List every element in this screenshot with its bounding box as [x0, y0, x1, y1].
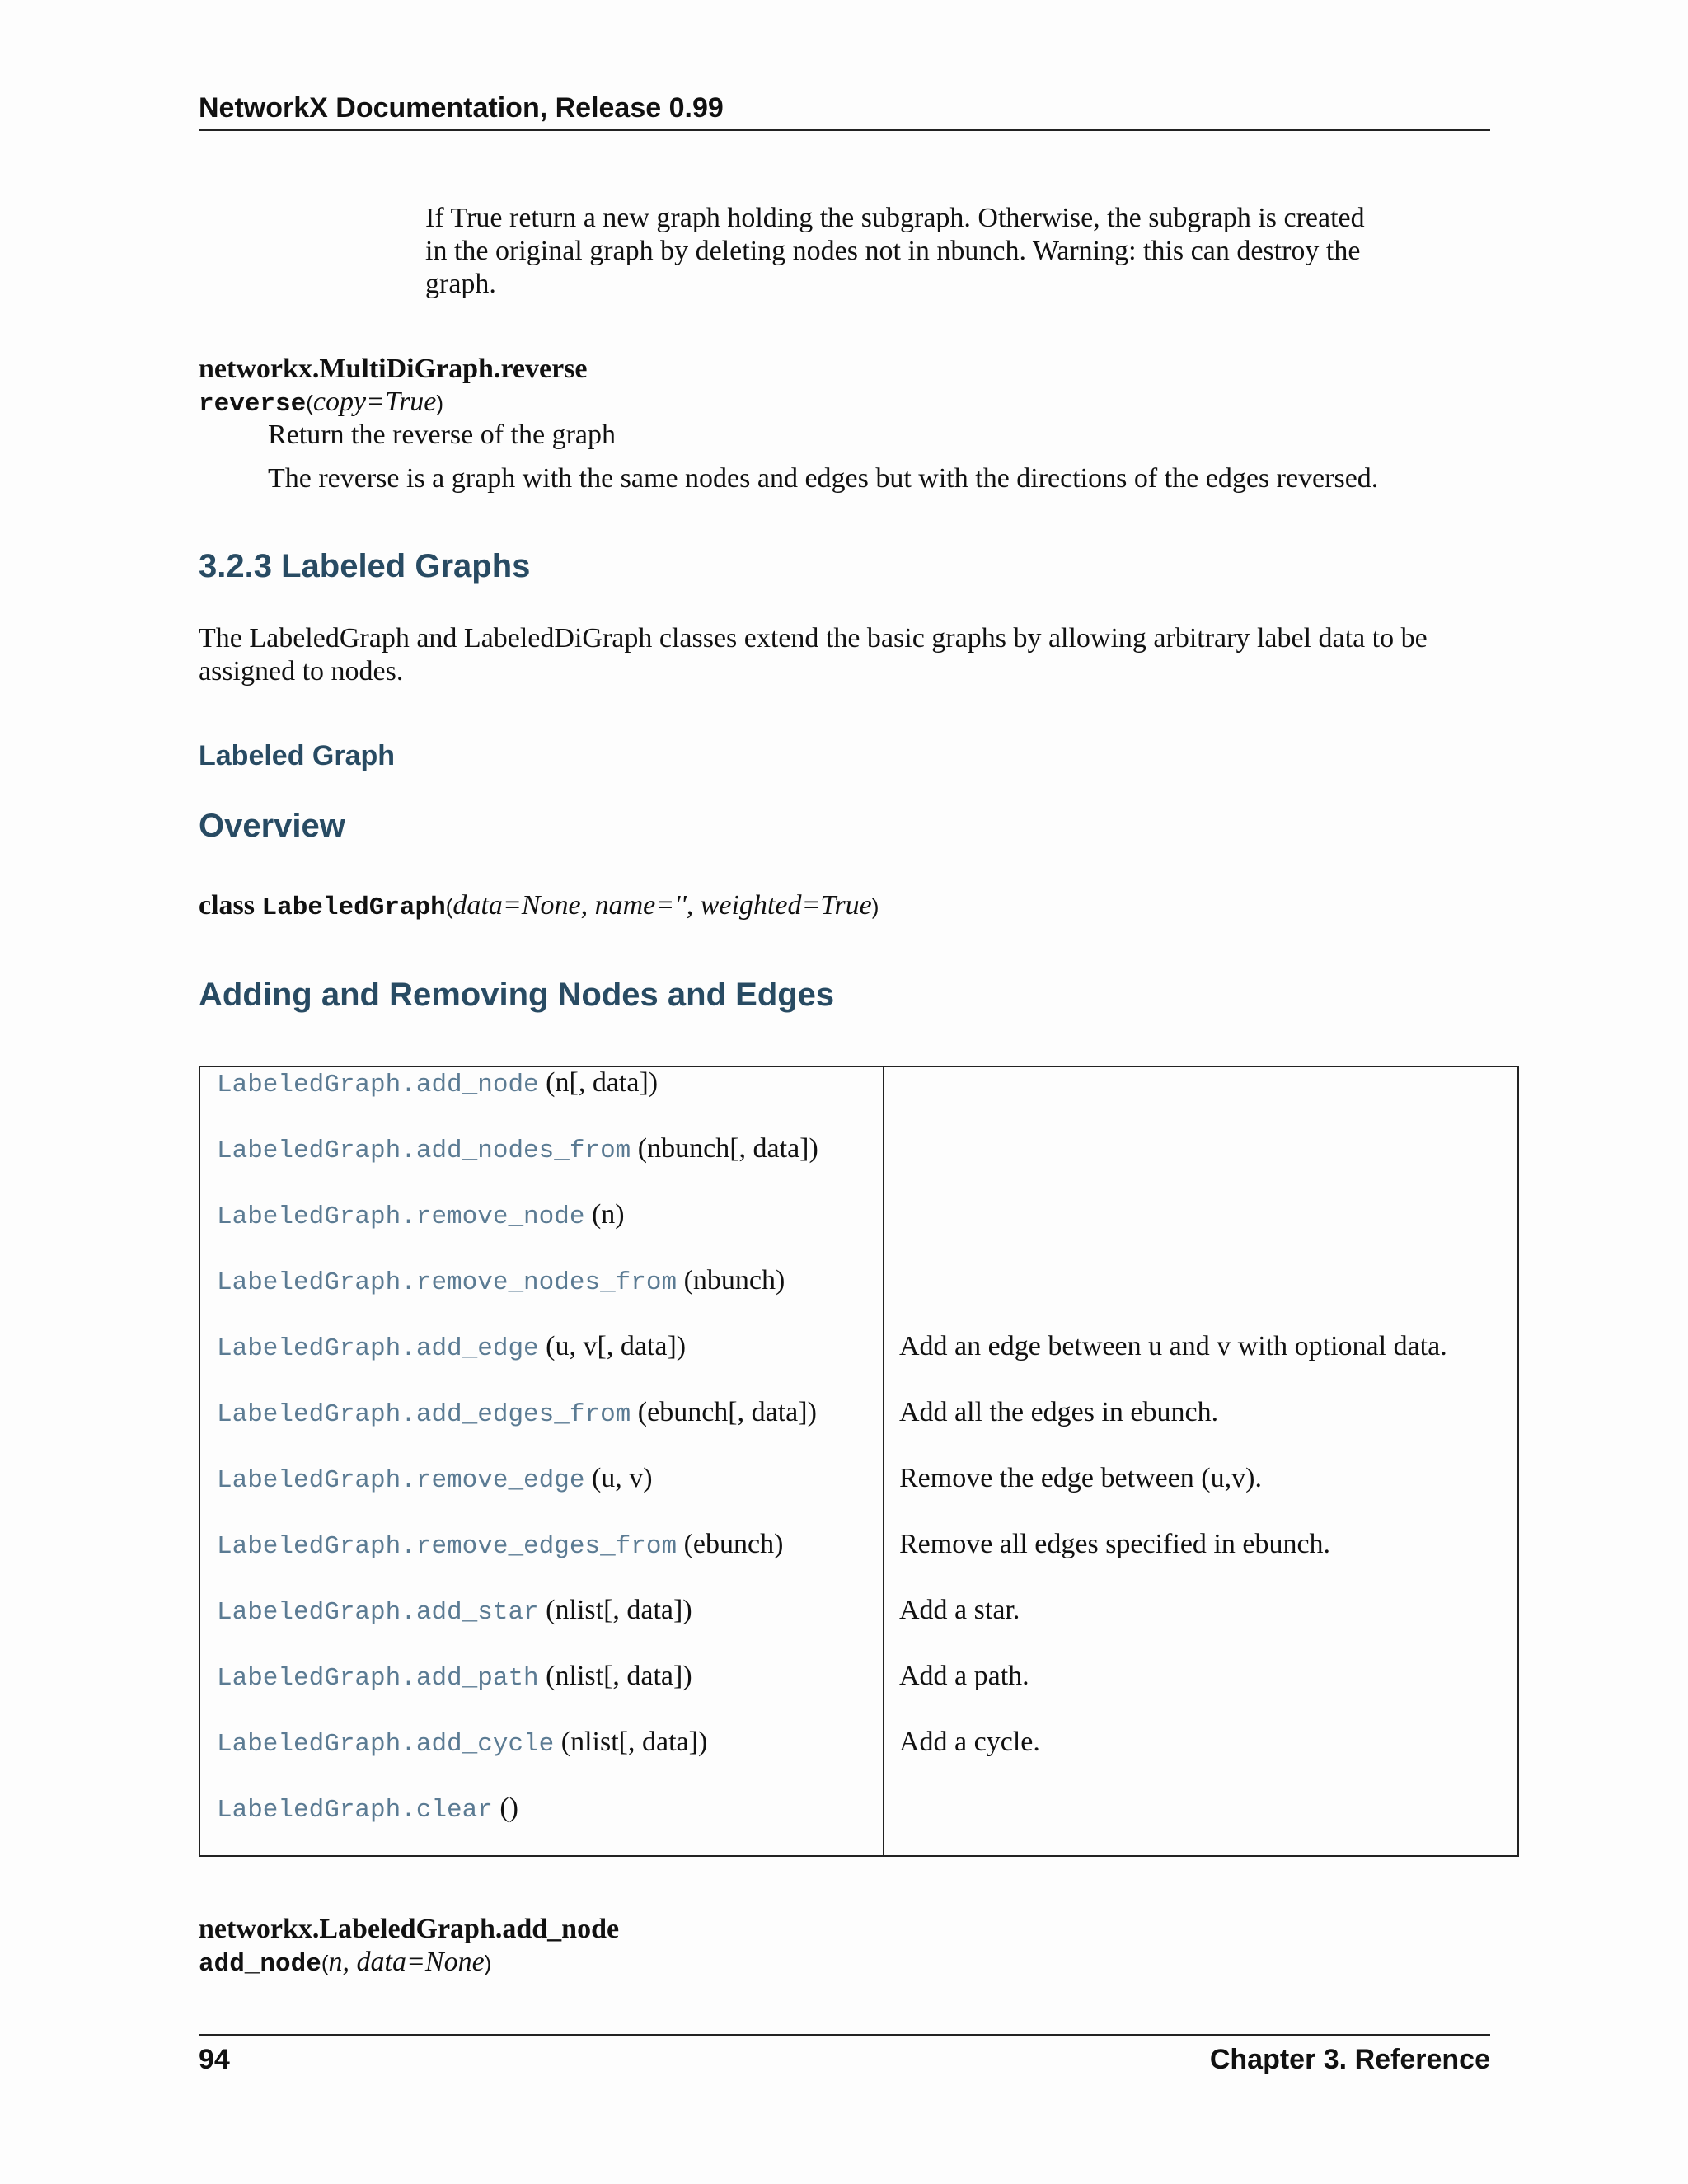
method-description: Add a path. [899, 1661, 1029, 1691]
class-name: LabeledGraph [261, 893, 446, 922]
running-header: NetworkX Documentation, Release 0.99 [199, 92, 724, 124]
add-node-qualified-name: networkx.LabeledGraph.add_node [199, 1914, 620, 1944]
reverse-description: The reverse is a graph with the same nodes and edges but with the directions of the edges reversed. [268, 463, 1379, 494]
class-keyword: class [199, 890, 255, 921]
method-link[interactable]: LabeledGraph.remove_edges_from [217, 1532, 678, 1561]
open-paren: ( [306, 391, 313, 415]
method-link[interactable]: LabeledGraph.clear [217, 1796, 493, 1825]
table-row [200, 1067, 1517, 1133]
method-description: Remove all edges specified in ebunch. [899, 1529, 1331, 1559]
add-node-args: n, data=None [328, 1947, 485, 1977]
chapter-title: Chapter 3. Reference [1209, 2044, 1490, 2075]
close-paren: ) [871, 894, 879, 919]
method-description: Add an edge between u and v with optional data. [899, 1331, 1447, 1361]
method-link[interactable]: LabeledGraph.add_star [217, 1598, 539, 1627]
method-args: (ebunch[, data]) [637, 1397, 817, 1427]
method-link[interactable]: LabeledGraph.add_nodes_from [217, 1137, 631, 1165]
class-signature [199, 890, 879, 922]
method-link[interactable]: LabeledGraph.add_node [217, 1071, 539, 1099]
open-paren: ( [321, 1951, 329, 1975]
section-intro: The LabeledGraph and LabeledDiGraph classes extend the basic graphs by allowing arbitrary label data to be assigned to nodes. [199, 623, 1428, 687]
table-row [200, 1661, 1517, 1727]
close-paren: ) [436, 391, 444, 415]
method-args: (nlist[, data]) [546, 1661, 692, 1691]
add-node-function-name: add_node [199, 1950, 321, 1979]
table-row [200, 1133, 1517, 1199]
table-row [200, 1331, 1517, 1397]
table-row [200, 1793, 1517, 1858]
labeled-graph-heading: Labeled Graph [199, 740, 396, 771]
table-row [200, 1529, 1517, 1595]
method-args: () [499, 1793, 519, 1823]
reverse-args: copy=True [312, 387, 437, 417]
methods-table [199, 1066, 1519, 1857]
method-args: (u, v[, data]) [546, 1331, 687, 1361]
page-number: 94 [199, 2044, 230, 2075]
method-link[interactable]: LabeledGraph.add_edges_from [217, 1400, 631, 1429]
reverse-function-name: reverse [199, 390, 307, 419]
reverse-signature [199, 387, 443, 419]
method-args: (n) [591, 1199, 625, 1230]
close-paren: ) [484, 1951, 492, 1975]
open-paren: ( [445, 894, 453, 919]
method-link[interactable]: LabeledGraph.remove_edge [217, 1466, 585, 1495]
table-row [200, 1397, 1517, 1463]
table-row [200, 1265, 1517, 1331]
methods-heading: Adding and Removing Nodes and Edges [199, 977, 835, 1013]
method-link[interactable]: LabeledGraph.add_cycle [217, 1730, 555, 1759]
method-args: (ebunch) [683, 1529, 784, 1559]
table-row [200, 1727, 1517, 1793]
method-args: (u, v) [591, 1463, 653, 1493]
method-link[interactable]: LabeledGraph.add_path [217, 1664, 539, 1693]
overview-heading: Overview [199, 808, 345, 844]
method-link[interactable]: LabeledGraph.remove_nodes_from [217, 1268, 678, 1297]
reverse-qualified-name: networkx.MultiDiGraph.reverse [199, 354, 588, 384]
method-args: (nbunch[, data]) [637, 1133, 818, 1164]
intro-paragraph: If True return a new graph holding the subgraph. Otherwise, the subgraph is created in the original graph by deleting nodes not in nbunch. Warning: this can destroy the graph. [425, 203, 1365, 299]
add-node-signature [199, 1947, 491, 1979]
footer-rule [199, 2034, 1490, 2036]
class-args: data=None, name='', weighted=True [452, 890, 872, 921]
header-rule [199, 129, 1490, 131]
method-link[interactable]: LabeledGraph.remove_node [217, 1202, 585, 1231]
method-args: (nlist[, data]) [560, 1727, 708, 1757]
section-heading: 3.2.3 Labeled Graphs [199, 548, 531, 584]
method-description: Add a cycle. [899, 1727, 1040, 1757]
method-args: (nlist[, data]) [546, 1595, 692, 1625]
method-description: Remove the edge between (u,v). [899, 1463, 1262, 1493]
method-args: (n[, data]) [546, 1067, 659, 1098]
table-row [200, 1463, 1517, 1529]
method-args: (nbunch) [683, 1265, 785, 1296]
reverse-summary: Return the reverse of the graph [268, 419, 616, 450]
table-row [200, 1595, 1517, 1661]
method-link[interactable]: LabeledGraph.add_edge [217, 1334, 539, 1363]
table-row [200, 1199, 1517, 1265]
method-description: Add a star. [899, 1595, 1020, 1625]
method-description: Add all the edges in ebunch. [899, 1397, 1219, 1427]
